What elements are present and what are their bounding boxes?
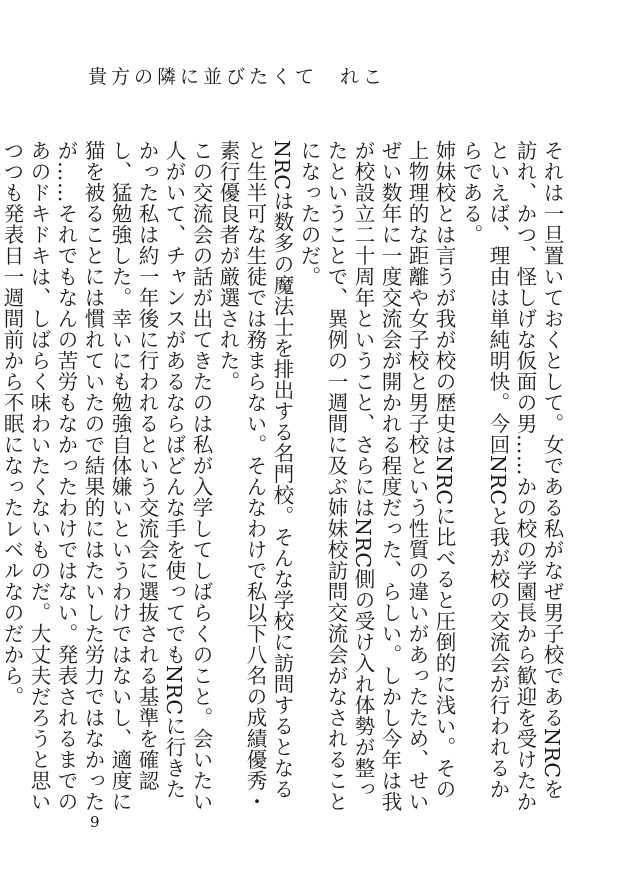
book-title: 貴方の隣に並びたくて <box>88 66 319 88</box>
paragraph-4: この交流会の話が出てきたのは私が入学してしばらくのこと。会いたい人がいて、チャンスがあるならばどんな手を使ってでもNRCに行きたかった私は約一年後に行われるという交流会に選抜される基準を確認し、猛勉強した。幸いにも勉強自体嫌いというわけではないし、適度に猫を被ることには慣れていたので結果的にはたいした労力ではなかったが……それでもなんの苦労もなかったわけではない。発表されるまでのあのドキドキは、しばらく味わいたくないものだ。大丈夫だろうと思いつつも発表日一週間前から不眠になったレベルなのだから。 <box>0 140 213 812</box>
paragraph-3: NRCは数多の魔法士を排出する名門校。そんな学校に訪問するとなると生半可な生徒では務まらない。そんなわけで私以下八名の成績優秀・素行優良者が厳選された。 <box>216 140 294 812</box>
vertical-body-text <box>0 140 565 820</box>
author-name: れこ <box>340 66 387 88</box>
paragraph-2: 姉妹校とは言うが我が校の歴史はNRCに比べると圧倒的に浅い。その上物理的な距離や女子校と男子校という性質の違いがあったため、せいぜい数年に一度交流会が開かれる程度だった、らしい。しかし今年は我が校設立二十周年ということ、さらにはNRC側の受け入れ体勢が整ったということで、異例の一週間に及ぶ姉妹校訪問交流会がなされることになったのだ。 <box>297 140 456 812</box>
paragraph-1: それは一旦置いておくとして。女である私がなぜ男子校であるNRCを訪れ、かつ、怪しげな仮面の男……かの校の学園長から歓迎を受けたかといえば、理由は単純明快。今回NRCと我が校の交流会が行われるからである。 <box>459 140 564 812</box>
page-number: 9 <box>90 813 100 831</box>
running-header <box>88 62 386 89</box>
